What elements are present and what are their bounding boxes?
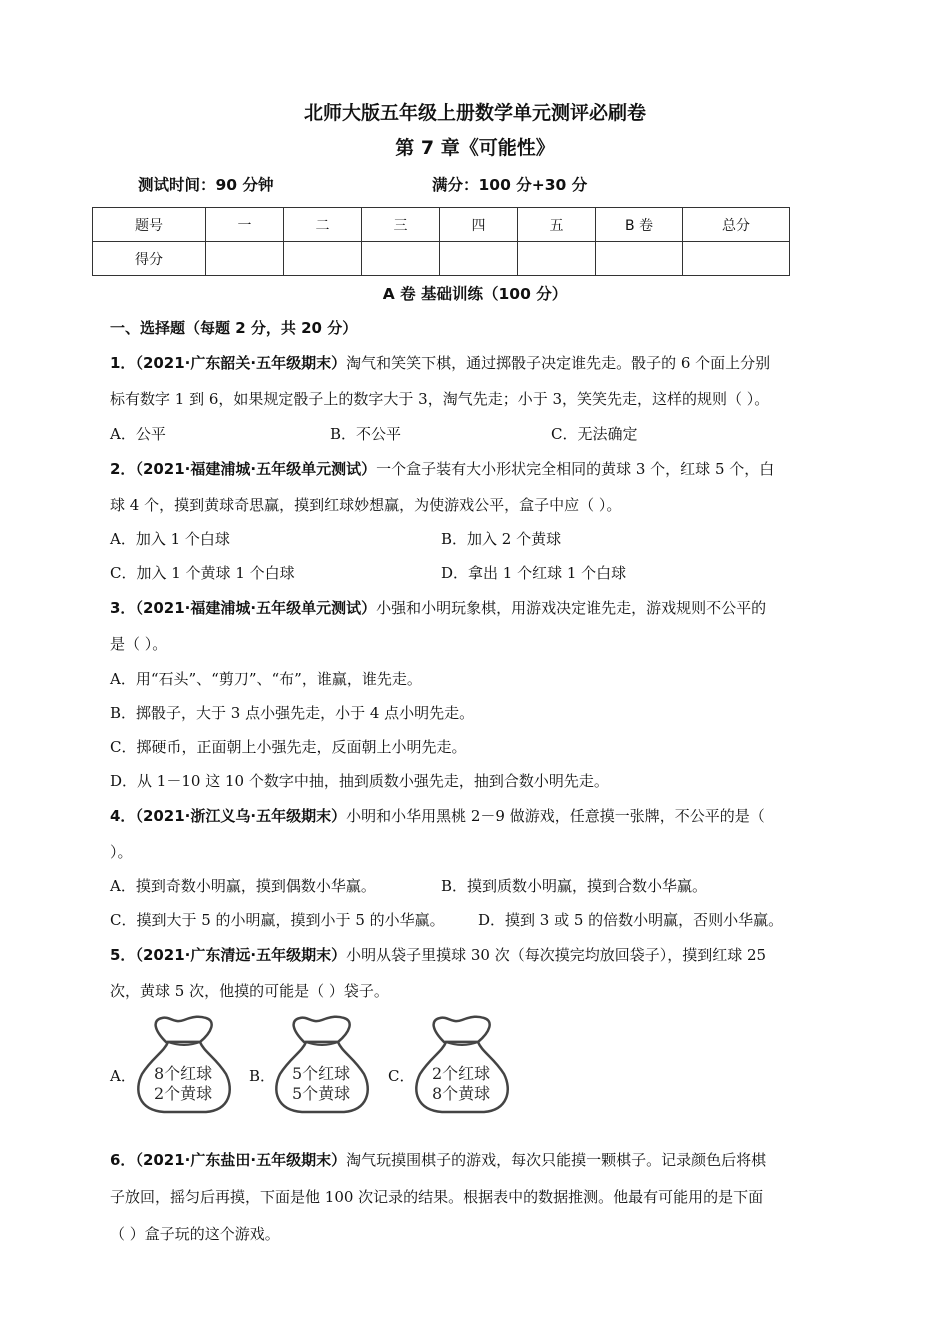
question-text-cont: ）。 bbox=[110, 843, 133, 861]
question-text-cont: 子放回，摇匀后再摸，下面是他 100 次记录的结果。根据表中的数据推测。他最有可能用的是下面 bbox=[110, 1188, 764, 1206]
score-cell[interactable] bbox=[518, 242, 596, 276]
score-header-cell: 一 bbox=[206, 208, 284, 242]
question-source: （2021·广东清远·五年级期末） bbox=[135, 946, 347, 964]
bag-c-red: 2个红球 bbox=[432, 1064, 491, 1083]
question-text-cont: 是（ ）。 bbox=[110, 635, 168, 653]
question-text-cont: 球 4 个，摸到黄球奇思赢，摸到红球妙想赢，为使游戏公平，盒子中应（ ）。 bbox=[110, 496, 622, 514]
option-d[interactable]: D．从 1－10 这 10 个数字中抽，抽到质数小强先走，抽到合数小明先走。 bbox=[110, 772, 609, 790]
question-4 bbox=[110, 805, 765, 826]
score-header-cell: 三 bbox=[362, 208, 440, 242]
bag-c-label[interactable]: C． bbox=[388, 1067, 415, 1085]
option-a[interactable]: A．加入 1 个白球 bbox=[110, 530, 230, 548]
bag-a-yellow: 2个黄球 bbox=[154, 1084, 213, 1103]
score-header-cell: 总分 bbox=[683, 208, 790, 242]
question-number: 2． bbox=[110, 460, 136, 478]
option-b[interactable]: B．掷骰子，大于 3 点小强先走，小于 4 点小明先走。 bbox=[110, 704, 475, 722]
score-header-cell: 题号 bbox=[93, 208, 206, 242]
option-b[interactable]: B．摸到质数小明赢，摸到合数小华赢。 bbox=[441, 877, 708, 895]
bag-a-red: 8个红球 bbox=[154, 1064, 213, 1083]
score-cell[interactable] bbox=[284, 242, 362, 276]
question-number: 6． bbox=[110, 1151, 136, 1169]
option-c[interactable]: C．无法确定 bbox=[551, 425, 638, 443]
question-number: 3． bbox=[110, 599, 136, 617]
question-text: 一个盒子装有大小形状完全相同的黄球 3 个，红球 5 个，白 bbox=[376, 460, 775, 478]
question-text: 淘气和笑笑下棋，通过掷骰子决定谁先走。骰子的 6 个面上分别 bbox=[346, 354, 771, 372]
score-cell[interactable] bbox=[596, 242, 683, 276]
full-score: 满分：100 分+30 分 bbox=[432, 176, 588, 194]
option-c[interactable]: C．摸到大于 5 的小明赢，摸到小于 5 的小华赢。 bbox=[110, 911, 445, 929]
bag-b-red: 5个红球 bbox=[292, 1064, 351, 1083]
option-a[interactable]: A．公平 bbox=[110, 425, 166, 443]
question-text: 小明从袋子里摸球 30 次（每次摸完均放回袋子），摸到红球 25 bbox=[346, 946, 767, 964]
score-cell[interactable] bbox=[683, 242, 790, 276]
question-number: 4． bbox=[110, 807, 136, 825]
score-table-score-row bbox=[93, 242, 790, 276]
score-table bbox=[92, 207, 790, 276]
section-a-title: A 卷 基础训练（100 分） bbox=[382, 285, 568, 303]
question-3 bbox=[110, 597, 766, 618]
question-text-cont: 次，黄球 5 次，他摸的可能是（ ）袋子。 bbox=[110, 982, 389, 1000]
question-text: 淘气玩摸围棋子的游戏，每次只能摸一颗棋子。记录颜色后将棋 bbox=[346, 1151, 767, 1169]
option-d[interactable]: D．拿出 1 个红球 1 个白球 bbox=[441, 564, 627, 582]
option-b[interactable]: B．不公平 bbox=[330, 425, 402, 443]
score-cell[interactable] bbox=[440, 242, 518, 276]
score-header-cell: 四 bbox=[440, 208, 518, 242]
option-a[interactable]: A．摸到奇数小明赢，摸到偶数小华赢。 bbox=[110, 877, 376, 895]
bag-a-icon[interactable] bbox=[134, 1012, 234, 1116]
score-table-header-row bbox=[93, 208, 790, 242]
question-5 bbox=[110, 944, 766, 965]
bag-a-label[interactable]: A． bbox=[110, 1067, 136, 1085]
option-b[interactable]: B．加入 2 个黄球 bbox=[441, 530, 562, 548]
question-source: （2021·广东韶关·五年级期末） bbox=[135, 354, 347, 372]
score-cell[interactable] bbox=[206, 242, 284, 276]
question-1 bbox=[110, 352, 770, 373]
score-header-cell: 五 bbox=[518, 208, 596, 242]
question-2 bbox=[110, 458, 774, 479]
question-text: 小明和小华用黑桃 2－9 做游戏，任意摸一张牌，不公平的是（ bbox=[346, 807, 765, 825]
score-row-label: 得分 bbox=[93, 242, 206, 276]
exam-title: 北师大版五年级上册数学单元测评必刷卷 bbox=[303, 102, 646, 124]
question-text: 小强和小明玩象棋，用游戏决定谁先走，游戏规则不公平的 bbox=[376, 599, 767, 617]
bag-b-label[interactable]: B． bbox=[249, 1067, 276, 1085]
question-source: （2021·广东盐田·五年级期末） bbox=[135, 1151, 347, 1169]
question-text-cont: （ ）盒子玩的这个游戏。 bbox=[110, 1225, 280, 1243]
bag-c-icon[interactable] bbox=[412, 1012, 512, 1116]
question-source: （2021·浙江义乌·五年级期末） bbox=[135, 807, 347, 825]
option-a[interactable]: A．用“石头”、“剪刀”、“布”，谁赢，谁先走。 bbox=[110, 670, 422, 688]
part1-title: 一、选择题（每题 2 分，共 20 分） bbox=[110, 319, 358, 337]
score-header-cell: B 卷 bbox=[596, 208, 683, 242]
question-text-cont: 标有数字 1 到 6，如果规定骰子上的数字大于 3，淘气先走；小于 3，笑笑先走，这样的规则（ ）。 bbox=[110, 390, 770, 408]
score-cell[interactable] bbox=[362, 242, 440, 276]
test-time: 测试时间：90 分钟 bbox=[138, 176, 274, 194]
option-d[interactable]: D．摸到 3 或 5 的倍数小明赢，否则小华赢。 bbox=[478, 911, 784, 929]
bag-b-yellow: 5个黄球 bbox=[292, 1084, 351, 1103]
question-source: （2021·福建浦城·五年级单元测试） bbox=[135, 599, 377, 617]
option-c[interactable]: C．加入 1 个黄球 1 个白球 bbox=[110, 564, 295, 582]
bag-c-yellow: 8个黄球 bbox=[432, 1084, 491, 1103]
chapter-title: 第 7 章《可能性》 bbox=[395, 137, 555, 159]
question-6 bbox=[110, 1149, 766, 1170]
score-header-cell: 二 bbox=[284, 208, 362, 242]
bag-b-icon[interactable] bbox=[272, 1012, 372, 1116]
option-c[interactable]: C．掷硬币，正面朝上小强先走，反面朝上小明先走。 bbox=[110, 738, 467, 756]
question-source: （2021·福建浦城·五年级单元测试） bbox=[135, 460, 377, 478]
question-number: 1． bbox=[110, 354, 136, 372]
question-number: 5． bbox=[110, 946, 136, 964]
